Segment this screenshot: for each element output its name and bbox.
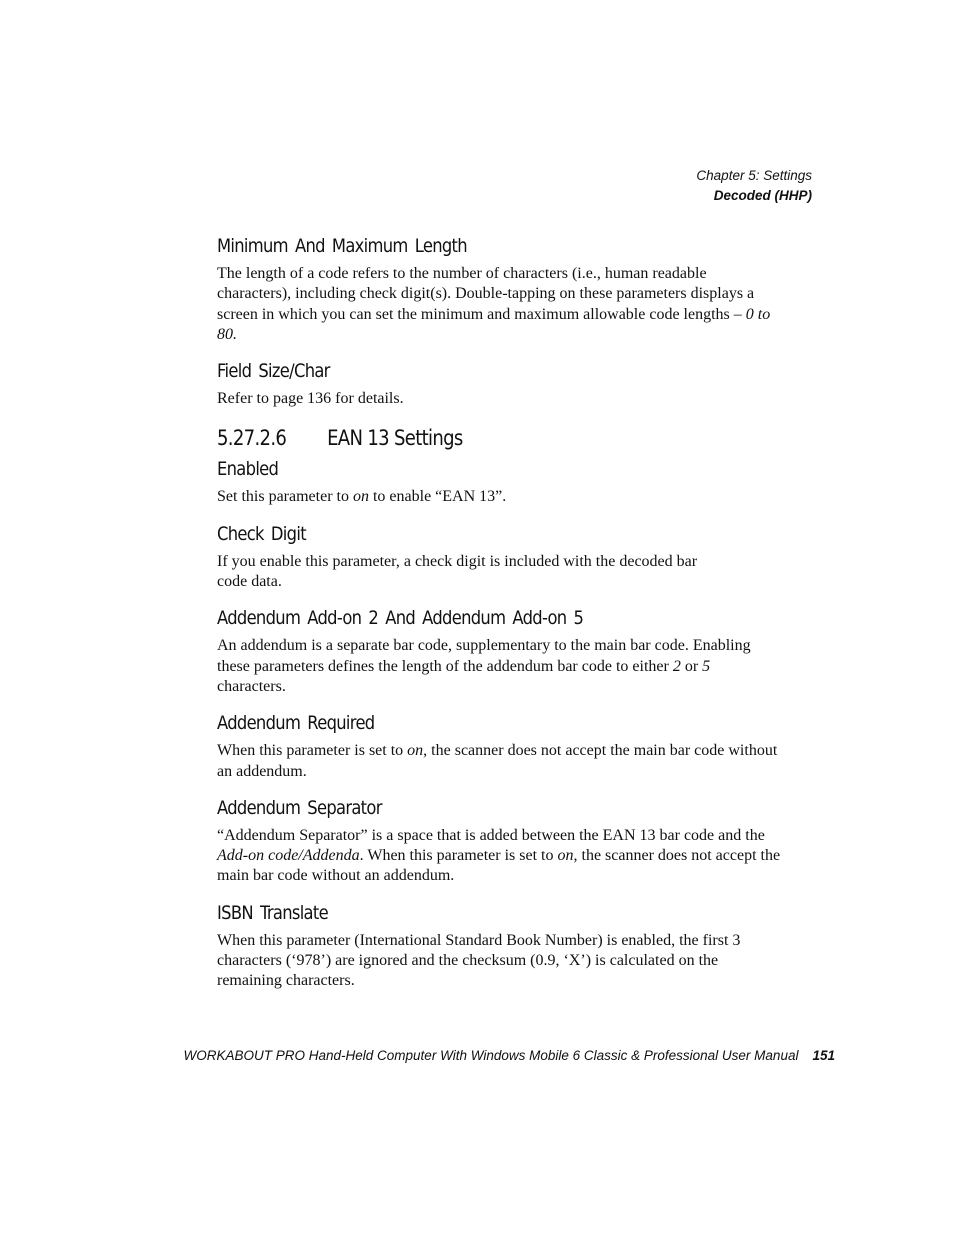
paragraph-addendum-separator	[217, 826, 782, 887]
running-header	[696, 166, 812, 206]
paragraph-min-max-length	[217, 264, 782, 345]
chapter-label: Chapter 5: Settings	[696, 168, 812, 183]
paragraph-addendum-required	[217, 741, 782, 782]
page-number: 151	[812, 1048, 835, 1063]
section-number: 5.27.2.6	[217, 426, 287, 451]
paragraph-text: Set this parameter to	[217, 488, 353, 506]
heading-check-digit: Check Digit	[217, 522, 306, 545]
heading-field-size-char: Field Size/Char	[217, 360, 330, 383]
paragraph-text: , the scanner does not accept the main bar code without an addendum.	[217, 847, 781, 885]
paragraph-text: “Addendum Separator” is a space that is added between the EAN 13 bar code and the	[217, 826, 765, 844]
section-label: Decoded (HHP)	[713, 188, 812, 203]
heading-addendum-addon: Addendum Add-on 2 And Addendum Add-on 5	[217, 607, 584, 630]
running-footer	[184, 1048, 836, 1063]
paragraph-text: The length of a code refers to the number of characters (i.e., human readable characters), including check digit(s). Double-tapping on these parameters displays a screen in which you can set the minimum and maximum allowable code lengths –	[217, 265, 755, 323]
paragraph-field-size-char: Refer to page 136 for details.	[217, 390, 404, 408]
manual-title: WORKABOUT PRO Hand-Held Computer With Windows Mobile 6 Classic & Professional User Manual	[183, 1048, 799, 1063]
heading-addendum-required: Addendum Required	[217, 712, 375, 735]
on-emphasis: on	[407, 742, 424, 760]
paragraph-line-2: code data.	[217, 573, 282, 591]
heading-addendum-separator: Addendum Separator	[217, 796, 382, 819]
on-emphasis: on	[352, 488, 369, 506]
paragraph-text: to enable “EAN 13”.	[368, 488, 507, 506]
section-title: EAN 13 Settings	[327, 426, 463, 451]
addon-code-emphasis: Add-on code/Addenda	[217, 847, 360, 865]
length-2-emphasis: 2	[672, 657, 681, 675]
paragraph-check-digit	[217, 552, 782, 593]
page-body	[217, 232, 782, 1004]
paragraph-addendum-addon	[217, 636, 782, 697]
on-emphasis: on	[557, 847, 574, 865]
paragraph-text: , the scanner does not accept the main bar code without an addendum.	[217, 742, 778, 780]
paragraph-enabled	[217, 487, 782, 507]
paragraph-text: characters.	[217, 677, 286, 695]
paragraph-text: or	[680, 657, 703, 675]
section-heading-ean13	[217, 423, 703, 453]
heading-enabled: Enabled	[217, 458, 279, 481]
length-5-emphasis: 5	[702, 657, 711, 675]
paragraph-text: . When this parameter is set to	[359, 847, 558, 865]
range-emphasis: 0 to 80.	[217, 305, 771, 343]
paragraph-text: When this parameter is set to	[217, 742, 408, 760]
paragraph-text: An addendum is a separate bar code, supplementary to the main bar code. Enabling these parameters defines the length of the addendum bar code to either	[217, 637, 751, 675]
heading-isbn-translate: ISBN Translate	[217, 901, 328, 924]
paragraph-isbn-translate: When this parameter (International Standard Book Number) is enabled, the first 3 characters (‘978’) are ignored and the checksum (0.9, ‘X’) is calculated on the remaining characters.	[217, 931, 741, 990]
heading-min-max-length: Minimum And Maximum Length	[217, 235, 467, 257]
paragraph-line-1: If you enable this parameter, a check digit is included with the decoded bar	[217, 552, 698, 570]
